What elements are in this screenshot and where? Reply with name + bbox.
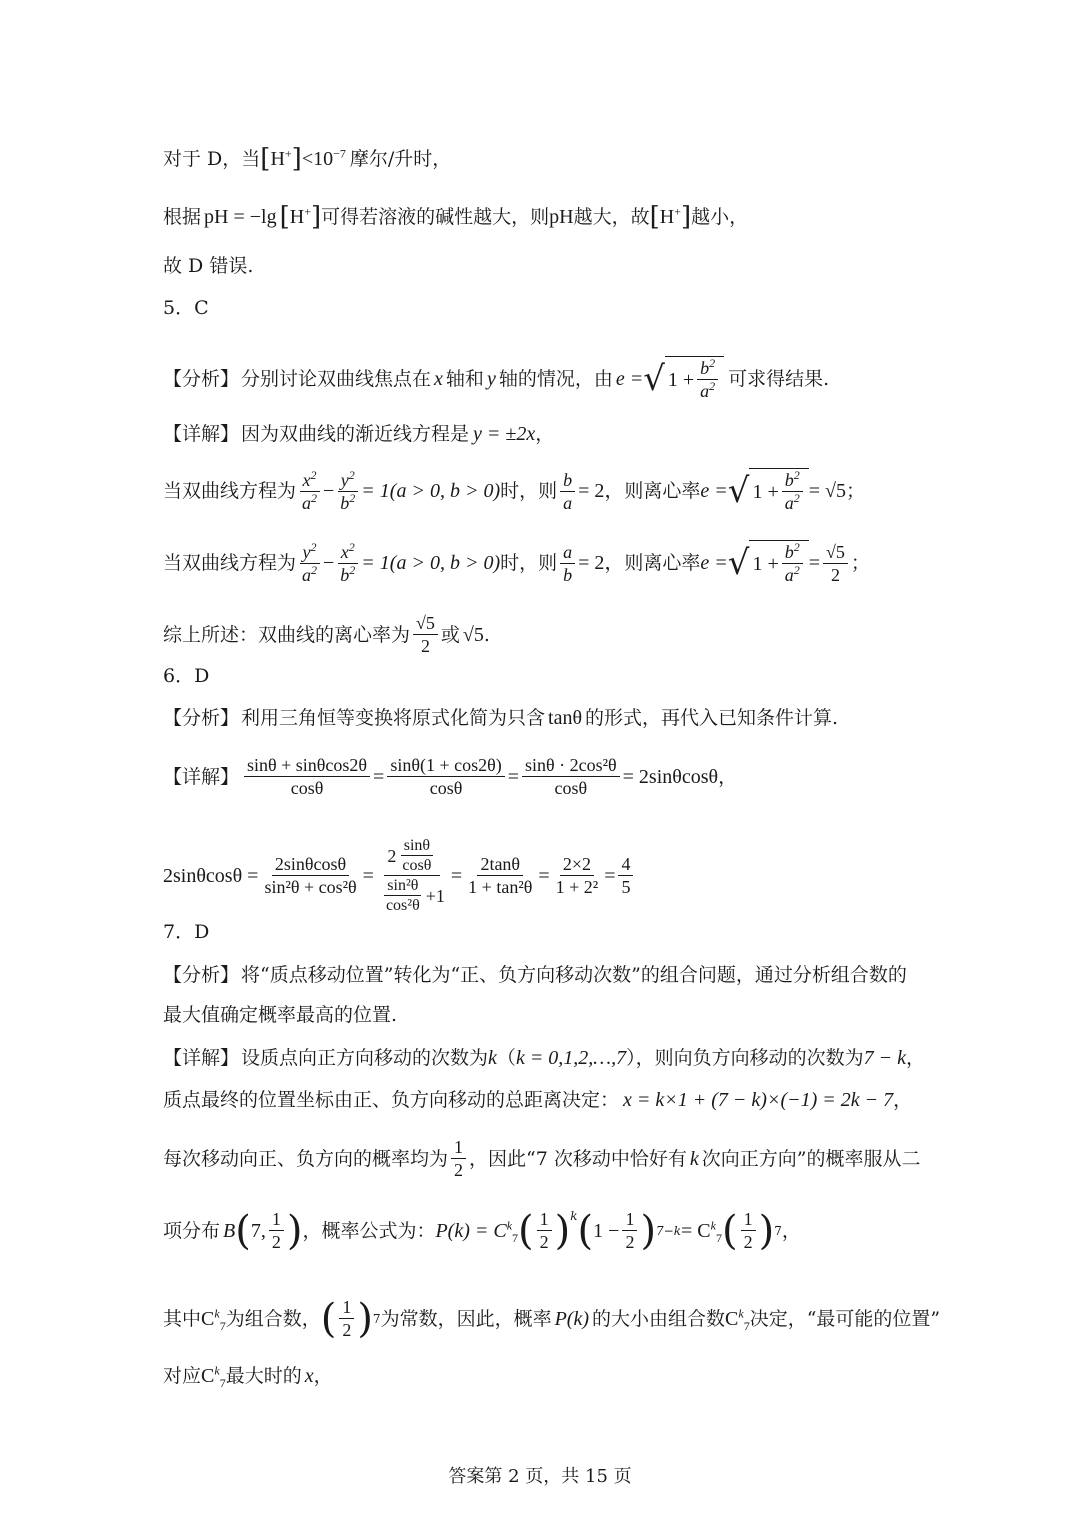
text: ， [893, 1089, 913, 1111]
text: （ [496, 1047, 516, 1069]
frac-x2b2: $\frac{x^2}{b^2}$ [337, 541, 358, 586]
q7-probability [163, 1136, 930, 1181]
frac-d1: $\frac{2\sin\theta\cos\theta}{\text{sin²θ + cos²θ}}$ [264, 854, 357, 897]
q7-analysis [163, 955, 920, 1035]
line-d-condition [163, 145, 930, 173]
text: 决定，“最可能的位置” [749, 1307, 941, 1330]
q7-binomial: 项分布 B ( 7, $\frac{1}{2}$ ) ，概率公式为： P(k) = C $^k_7$ ( $\frac{1}{2}$ ) k ( 1 − $\frac{1}{2}$ ) 7−k = $C^k_7$ ( $\frac{1}{2}$ ) 7 ， [163, 1207, 801, 1254]
bracket: ] [310, 202, 322, 232]
page-footer: 答案第 2 页，共 15 页 [448, 1466, 632, 1487]
q5-case-2: 当双曲线方程为 $\frac{y^2}{a^2}$ − $\frac{x^2}{b^2}$ = 1(a > 0, b > 0) 时，则 $\frac{a}{b}$ = 2， 则离心率 e = √ 1 + $\frac{b^2}{a^2}$ = $\frac{√5}{2}$ ； [163, 539, 870, 585]
text: 其中 [163, 1307, 202, 1330]
text: 7．D [163, 921, 210, 943]
math-e: e = [615, 368, 644, 390]
math-sqrt5: √5 [462, 623, 484, 646]
q7-combination: 其中 $C^k_7$ 为组合数， ( $\frac{1}{2}$ ) 7 为常数，因此，概率 P(k) 的大小由组合数 $C^k_7$ 决定，“最可能的位置” [163, 1295, 941, 1342]
math-result: = √5 [808, 480, 847, 502]
text: 轴的情况，由 [498, 368, 613, 390]
text: 6．D [163, 665, 210, 687]
question-7-answer [163, 918, 930, 946]
text: 的形式，再代入已知条件计算. [585, 707, 839, 729]
frac-half: $\frac{1}{2}$ [451, 1136, 466, 1181]
text: 为组合数， [225, 1307, 321, 1330]
text: 轴和 [445, 368, 484, 390]
math-value: = 2， [578, 552, 625, 574]
math-tan: tanθ [548, 707, 583, 729]
sqrt-expr: √ 1 + $\frac{b^2}{a^2}$ [728, 468, 809, 514]
frac-sqrt5-2: $\frac{√5}{2}$ [823, 541, 848, 586]
math-e: e = [700, 480, 728, 502]
text: 利用三角恒等变换将原式化简为只含 [241, 707, 546, 729]
math-h: H+ [270, 146, 292, 170]
text: ，概率公式为： [302, 1219, 436, 1242]
text: ； [846, 480, 866, 502]
text: ， [905, 1047, 925, 1069]
text: ， [718, 765, 738, 788]
question-5-answer [163, 294, 930, 322]
frac-ba: $\frac{b}{a}$ [560, 469, 575, 514]
math-C: $C^k_7$ [201, 1305, 226, 1333]
analysis-tag: 【分析】 [163, 707, 240, 729]
text: ， [781, 1219, 801, 1242]
text: 的大小由组合数 [592, 1307, 726, 1330]
math-h: H+ [289, 204, 311, 228]
analysis-tag: 【分析】 [163, 964, 240, 986]
frac-ab: $\frac{a}{b}$ [560, 541, 575, 586]
frac-x2a2: $\frac{x^2}{a^2}$ [299, 469, 320, 514]
math-var: k [488, 1047, 497, 1069]
math-ineq: $<10^{-7}$ [301, 146, 346, 170]
math-n: 7, [250, 1219, 266, 1242]
bracket: ] [681, 202, 692, 232]
text: ），则向负方向移动的次数为 [626, 1047, 864, 1069]
line-d-wrong [163, 252, 930, 280]
text: 根据 [163, 206, 202, 228]
text: 综上所述：双曲线的离心率为 [163, 623, 411, 646]
detail-tag: 【详解】 [163, 423, 240, 445]
math-var: x [304, 1365, 314, 1387]
math-h: H+ [659, 204, 681, 228]
frac-d5: $\frac{4}{5}$ [618, 853, 633, 898]
q5-detail [163, 420, 930, 448]
text: 项分布 [163, 1219, 221, 1242]
bracket: [ [649, 202, 660, 232]
frac-step3: $\frac{\text{sinθ · 2cos²θ}}{\cos\theta}$ [522, 754, 620, 799]
math-position: x = k×1 + (7 − k)×(−1) = 2k − 7 [623, 1089, 894, 1111]
text: 越大，故 [573, 206, 650, 228]
text: 则离心率 [624, 552, 701, 574]
math-value: = 2， [578, 480, 625, 502]
text: 则离心率 [624, 480, 701, 502]
q7-position [163, 1086, 930, 1114]
text: 5．C [163, 297, 209, 319]
text: 时，则 [500, 552, 558, 574]
math-C: $C^k_7$ [201, 1363, 226, 1390]
frac-sqrt5-2: $\frac{√5}{2}$ [413, 612, 438, 657]
text: 质点最终的位置坐标由正、负方向移动的总距离决定： [163, 1089, 620, 1111]
text: 因为双曲线的渐近线方程是 [241, 423, 470, 445]
q5-summary [163, 612, 930, 657]
question-6-answer [163, 662, 930, 690]
text: 或 [440, 623, 460, 646]
math-ph: pH = −lg [204, 206, 277, 228]
line-ph-formula [163, 203, 930, 231]
math-asymptote: y = ±2x [473, 423, 536, 445]
text: ； [850, 552, 870, 574]
text: 摩尔/升时， [349, 148, 452, 170]
analysis-tag: 【分析】 [163, 368, 240, 390]
frac-y2a2: $\frac{y^2}{a^2}$ [299, 541, 320, 586]
math-eq: = [808, 552, 821, 574]
q7-detail [163, 1044, 930, 1072]
text: 为常数，因此，概率 [380, 1307, 552, 1330]
text: 最大时的 [225, 1365, 302, 1387]
text: 对于 D，当 [163, 148, 261, 170]
frac-step2: $\frac{\sin\theta(1 + \cos 2\theta)}{\cos\theta}$ [387, 754, 504, 799]
sqrt-expr: √ 1 + $\frac{b^2}{a^2}$ [643, 356, 724, 402]
text: 当双曲线方程为 [163, 480, 297, 502]
math-condition: = 1(a > 0, b > 0) [361, 480, 501, 502]
q6-detail: 【详解】 $\frac{\sin\theta + \sin\theta\cos 2\theta}{\cos\theta}$ = $\frac{\sin\theta(1 + \cos 2\theta)}{\cos\theta}$ = $\frac{\text{sinθ · 2cos²θ}}{\cos\theta}$ = 2sinθcosθ ， [163, 755, 738, 798]
q6-derivation: 2sinθcosθ = $\frac{2\sin\theta\cos\theta}{\text{sin²θ + cos²θ}}$ = 2 $\frac{\sin\theta}{\cos\theta}$ $\frac{\text{sin²θ}}{\text{cos²θ}}$ +1 = $\frac{2\tan\theta}{\text{1 + tan²θ}}$ = $\frac{2\times 2}{\text{1 + 2²}}$ = $\frac{4}{5}$ [163, 836, 930, 915]
text: ， [535, 423, 555, 445]
frac-y2b2: $\frac{y^2}{b^2}$ [337, 469, 358, 514]
text: 对应 [163, 1365, 202, 1387]
math-ph: pH [549, 206, 574, 228]
frac-d3: $\frac{2\tan\theta}{\text{1 + tan²θ}}$ [468, 854, 533, 897]
text: 每次移动向正、负方向的概率均为 [163, 1147, 449, 1170]
math-B: B [223, 1219, 236, 1242]
math-condition: = 1(a > 0, b > 0) [361, 552, 501, 574]
math-var: x [434, 368, 443, 390]
text: 设质点向正方向移动的次数为 [241, 1047, 489, 1069]
q7-conclusion [163, 1362, 930, 1390]
detail-tag: 【详解】 [163, 765, 240, 788]
text: . [483, 623, 490, 646]
math-var: k [689, 1147, 699, 1170]
text: 可求得结果. [728, 368, 830, 390]
bracket: [ [279, 202, 290, 232]
math-e: e = [700, 552, 728, 574]
frac-compound: 2 $\frac{\sin\theta}{\cos\theta}$ $\frac{\text{sin²θ}}{\text{cos²θ}}$ +1 [385, 837, 445, 914]
text: 当双曲线方程为 [163, 552, 297, 574]
text: 次向正方向”的概率服从二 [701, 1147, 921, 1170]
math-C: $C^k_7$ [725, 1305, 750, 1333]
text: 时，则 [500, 480, 558, 502]
text: 越小， [691, 206, 749, 228]
bracket: [ [260, 144, 271, 174]
text: 分别讨论双曲线焦点在 [241, 368, 432, 390]
q5-analysis [163, 356, 930, 402]
q5-case-1: 当双曲线方程为 $\frac{x^2}{a^2}$ − $\frac{y^2}{b^2}$ = 1(a > 0, b > 0) 时，则 $\frac{b}{a}$ = 2， 则离心率 e = √ 1 + $\frac{b^2}{a^2}$ = √5 ； [163, 467, 866, 513]
math-result: = 2sinθcosθ [622, 765, 719, 788]
math-range: k = 0,1,2,…,7 [515, 1047, 627, 1069]
bracket: ] [291, 144, 302, 174]
text: 将“质点移动位置”转化为“正、负方向移动次数”的组合问题，通过分析组合数的最大值确定概率最高的位置. [163, 964, 907, 1026]
math-lhs: 2sinθcosθ = [163, 864, 259, 887]
text: 可得若溶液的碱性越大，则 [321, 206, 550, 228]
text: ，因此“7 次移动中恰好有 [469, 1147, 687, 1170]
math-neg: 7 − k [863, 1047, 906, 1069]
q6-analysis [163, 704, 930, 732]
detail-tag: 【详解】 [163, 1047, 240, 1069]
math-Pk: P(k) [554, 1307, 589, 1330]
frac-step1: $\frac{\sin\theta + \sin\theta\cos 2\theta}{\cos\theta}$ [244, 754, 370, 799]
text: ， [313, 1365, 333, 1387]
frac-d4: $\frac{2\times 2}{\text{1 + 2²}}$ [555, 854, 599, 897]
sqrt-expr: √ 1 + $\frac{b^2}{a^2}$ [728, 540, 809, 586]
text: 故 D 错误. [163, 255, 254, 277]
math-var: y [486, 368, 496, 390]
math-P: P(k) = C [435, 1219, 507, 1242]
